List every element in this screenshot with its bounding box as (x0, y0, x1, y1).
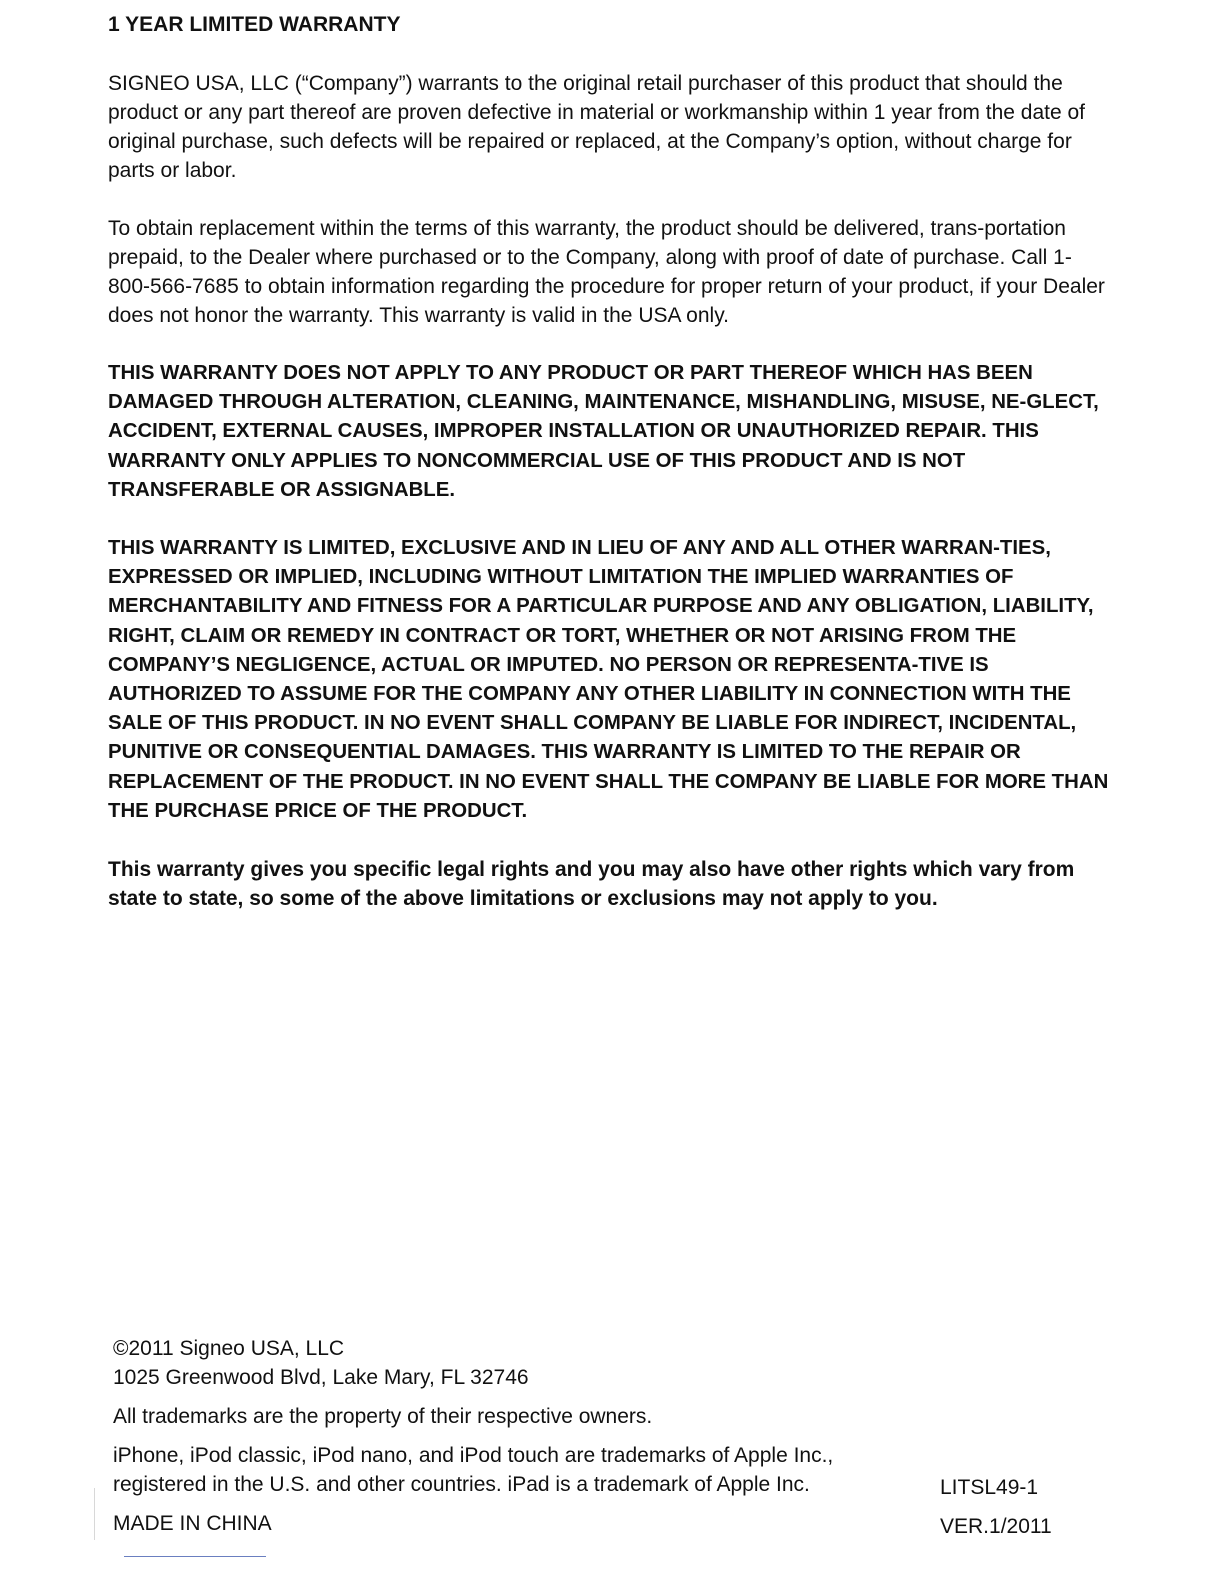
document-codes (940, 1473, 1052, 1541)
part-number: LITSL49-1 (940, 1476, 1039, 1499)
margin-divider (94, 1488, 95, 1540)
warranty-exclusions-paragraph: THIS WARRANTY DOES NOT APPLY TO ANY PRODUCT OR PART THEREOF WHICH HAS BEEN DAMAGED THROUGH ALTERATION, CLEANING, MAINTENANCE, MISHANDLING, MISUSE, NE-GLECT, ACCIDENT, EXTERNAL CAUSES, IMPROPER INSTALLATION OR UNAUTHORIZED REPAIR. THIS WARRANTY ONLY APPLIES TO NONCOMMERCIAL USE OF THIS PRODUCT AND IS NOT TRANSFERABLE OR ASSIGNABLE. (108, 362, 1099, 501)
trademark-notice: All trademarks are the property of their respective owners. (113, 1405, 653, 1428)
copyright-line: ©2011 Signeo USA, LLC (113, 1337, 345, 1360)
warranty-title: 1 YEAR LIMITED WARRANTY (108, 13, 401, 36)
origin-label: MADE IN CHINA (113, 1512, 272, 1535)
warranty-legal-rights-paragraph: This warranty gives you specific legal rights and you may also have other rights which vary from state to state, so some of the above limitations or exclusions may not apply to you. (108, 858, 1075, 911)
version-label: VER.1/2011 (940, 1515, 1052, 1538)
address-line: 1025 Greenwood Blvd, Lake Mary, FL 32746 (113, 1366, 529, 1389)
warranty-coverage-paragraph: SIGNEO USA, LLC (“Company”) warrants to the original retail purchaser of this product that should the product or any part thereof are proven defective in material or workmanship within 1 year from the date of original purchase, such defects will be repaired or replaced, at the Company’s option, without charge for parts or labor. (108, 72, 1085, 182)
warranty-replacement-paragraph: To obtain replacement within the terms of this warranty, the product should be delivered, trans-portation prepaid, to the Dealer where purchased or to the Company, along with proof of date of purchase. Call 1-800-566-7685 to obtain information regarding the procedure for proper return of your product, if your Dealer does not honor the warranty. This warranty is valid in the USA only. (108, 217, 1105, 327)
footer-section (113, 1334, 1073, 1538)
bottom-rule (124, 1556, 266, 1557)
warranty-limitations-paragraph: THIS WARRANTY IS LIMITED, EXCLUSIVE AND IN LIEU OF ANY AND ALL OTHER WARRAN-TIES, EXPRESSED OR IMPLIED, INCLUDING WITHOUT LIMITATION THE IMPLIED WARRANTIES OF MERCHANTABILITY AND FITNESS FOR A PARTICULAR PURPOSE AND ANY OBLIGATION, LIABILITY, RIGHT, CLAIM OR REMEDY IN CONTRACT OR TORT, WHETHER OR NOT ARISING FROM THE COMPANY’S NEGLIGENCE, ACTUAL OR IMPUTED. NO PERSON OR REPRESENTA-TIVE IS AUTHORIZED TO ASSUME FOR THE COMPANY ANY OTHER LIABILITY IN CONNECTION WITH THE SALE OF THIS PRODUCT. IN NO EVENT SHALL COMPANY BE LIABLE FOR INDIRECT, INCIDENTAL, PUNITIVE OR CONSEQUENTIAL DAMAGES. THIS WARRANTY IS LIMITED TO THE REPAIR OR REPLACEMENT OF THE PRODUCT. IN NO EVENT SHALL THE COMPANY BE LIABLE FOR MORE THAN THE PURCHASE PRICE OF THE PRODUCT. (108, 537, 1109, 822)
apple-trademark-line-2: registered in the U.S. and other countries. iPad is a trademark of Apple Inc. (113, 1473, 810, 1496)
apple-trademark-line-1: iPhone, iPod classic, iPod nano, and iPod touch are trademarks of Apple Inc., (113, 1444, 834, 1467)
warranty-section (108, 10, 1112, 942)
